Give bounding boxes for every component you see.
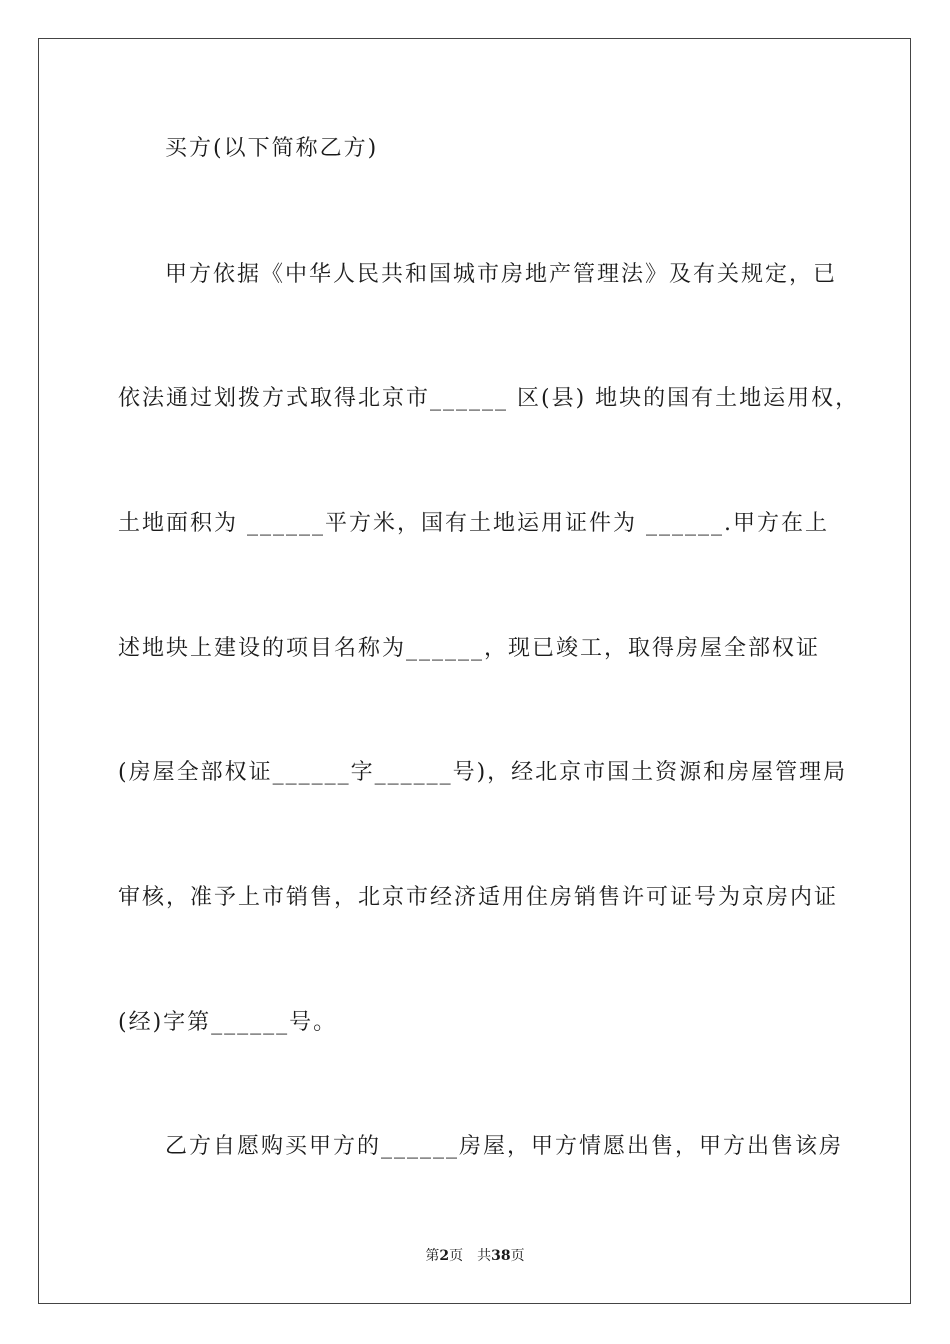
footer-prefix: 第 [425,1248,440,1264]
text-line-4: 土地面积为 ______平方米，国有土地运用证件为 ______.甲方在上 [118,511,829,536]
text-line-6: (房屋全部权证______字______号)，经北京市国土资源和房屋管理局 [118,760,848,785]
text-line-7: 审核，准予上市销售，北京市经济适用住房销售许可证号为京房内证 [118,885,839,910]
text-line-3: 依法通过划拨方式取得北京市______ 区(县) 地块的国有土地运用权， [118,386,860,411]
text-line-1: 买方(以下简称乙方) [165,136,379,161]
total-page-number: 38 [491,1248,511,1264]
current-page-number: 2 [439,1248,450,1264]
text-line-5: 述地块上建设的项目名称为______，现已竣工，取得房屋全部权证 [118,636,821,661]
footer-mid: 页 共 [449,1248,492,1264]
text-line-9: 乙方自愿购买甲方的______房屋，甲方情愿出售，甲方出售该房 [165,1134,844,1159]
text-line-2: 甲方依据《中华人民共和国城市房地产管理法》及有关规定，已 [165,262,838,287]
footer-suffix: 页 [510,1248,525,1264]
page-number-footer [0,1246,950,1266]
text-line-8: (经)字第______号。 [118,1010,338,1035]
page-border [38,38,911,1304]
